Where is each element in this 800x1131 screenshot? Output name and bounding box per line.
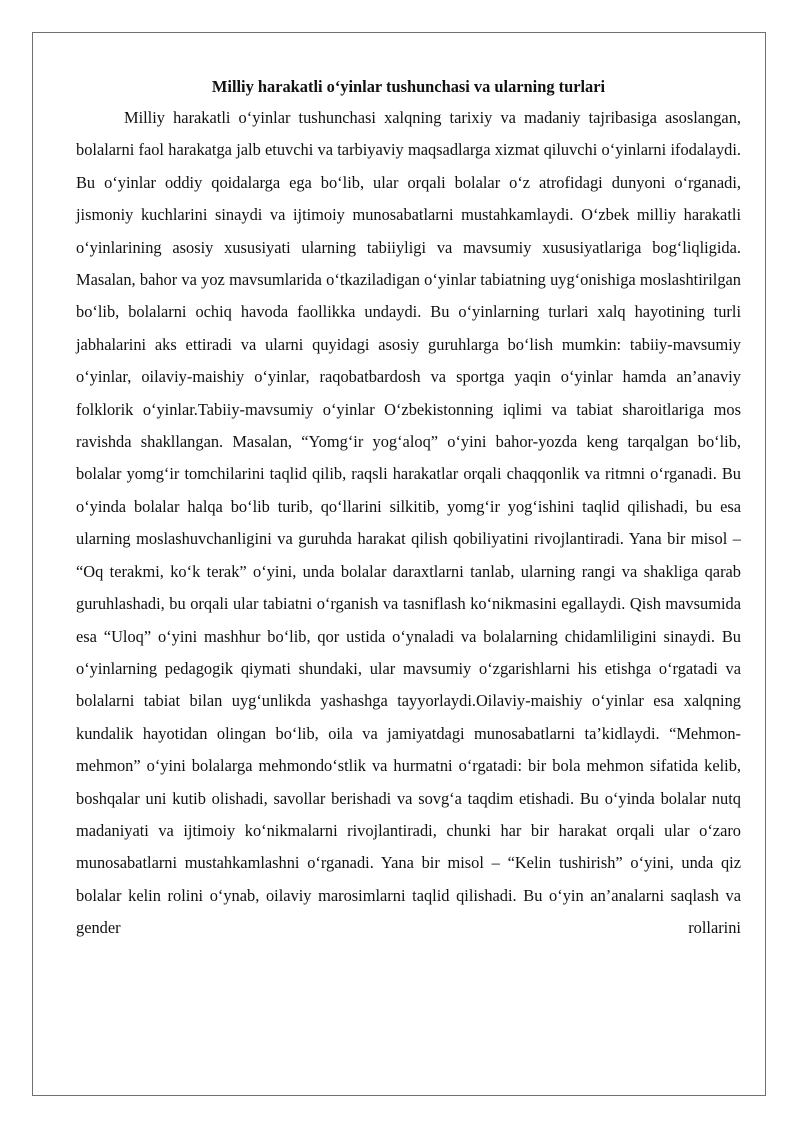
document-body — [76, 72, 741, 945]
document-title: Milliy harakatli o‘yinlar tushunchasi va ularning turlari — [211, 77, 606, 96]
body-paragraph: Milliy harakatli o‘yinlar tushunchasi xalqning tarixiy va madaniy tajribasiga asoslangan, bolalarni faol harakatga jalb etuvchi va tarbiyaviy maqsadlarga xizmat qiluvchi o‘yinlarni ifodalaydi. Bu o‘yinlar oddiy qoidalarga ega bo‘lib, ular orqali bolalar o‘z atrofidagi dunyoni o‘rganadi, jismoniy kuchlarini sinaydi va ijtimoiy munosabatlarni mustahkamlaydi. O‘zbek milliy harakatli o‘yinlarining asosiy xususiyati ularning tabiiyligi va mavsumiy xususiyatlariga bog‘liqligida. Masalan, bahor va yoz mavsumlarida o‘tkaziladigan o‘yinlar tabiatning uyg‘onishiga moslashtirilgan bo‘lib, bolalarni ochiq havoda faollikka undaydi. Bu o‘yinlarning turlari xalq hayotining turli jabhalarini aks ettiradi va ularni quyidagi asosiy guruhlarga bo‘lish mumkin: tabiiy-mavsumiy o‘yinlar, oilaviy-maishiy o‘yinlar, raqobatbardosh va sportga yaqin o‘yinlar hamda an’anaviy folklorik o‘yinlar.Tabiiy-mavsumiy o‘yinlar O‘zbekistonning iqlimi va tabiat sharoitlariga mos ravishda shakllangan. Masalan, “Yomg‘ir yog‘aloq” o‘yini bahor-yozda keng tarqalgan bo‘lib, bolalar yomg‘ir tomchilarini taqlid qilib, raqsli harakatlar orqali chaqqonlik va ritmni o‘rganadi. Bu o‘yinda bolalar halqa bo‘lib turib, qo‘llarini silkitib, yomg‘ir yog‘ishini taqlid qilishadi, bu esa ularning moslashuvchanligini va guruhda harakat qilish qobiliyatini rivojlantiradi. Yana bir misol – “Oq terakmi, ko‘k terak” o‘yini, unda bolalar daraxtlarni tanlab, ularning rangi va shakliga qarab guruhlashadi, bu orqali ular tabiatni o‘rganish va tasniflash ko‘nikmasini egallaydi. Qish mavsumida esa “Uloq” o‘yini mashhur bo‘lib, qor ustida o‘ynaladi va bolalarning chidamliligini sinaydi. Bu o‘yinlarning pedagogik qiymati shundaki, ular mavsumiy o‘zgarishlarni his etishga o‘rgatadi va bolalarni tabiat bilan uyg‘unlikda yashashga tayyorlaydi.Oilaviy-maishiy o‘yinlar esa xalqning kundalik hayotidan olingan bo‘lib, oila va jamiyatdagi munosabatlarni ta’kidlaydi. “Mehmon-mehmon” o‘yini bolalarga mehmondo‘stlik va hurmatni o‘rgatadi: bir bola mehmon sifatida kelib, boshqalar uni kutib olishadi, savollar berishadi va sovg‘a taqdim etishadi. Bu o‘yinda bolalar nutq madaniyati va ijtimoiy ko‘nikmalarni rivojlantiradi, chunki har bir harakat orqali ular o‘zaro munosabatlarni mustahkamlashni o‘rganadi. Yana bir misol – “Kelin tushirish” o‘yini, unda qiz bolalar kelin rolini o‘ynab, oilaviy marosimlarni taqlid qilishadi. Bu o‘yin an’analarni saqlash va gender rollarini — [76, 108, 741, 938]
